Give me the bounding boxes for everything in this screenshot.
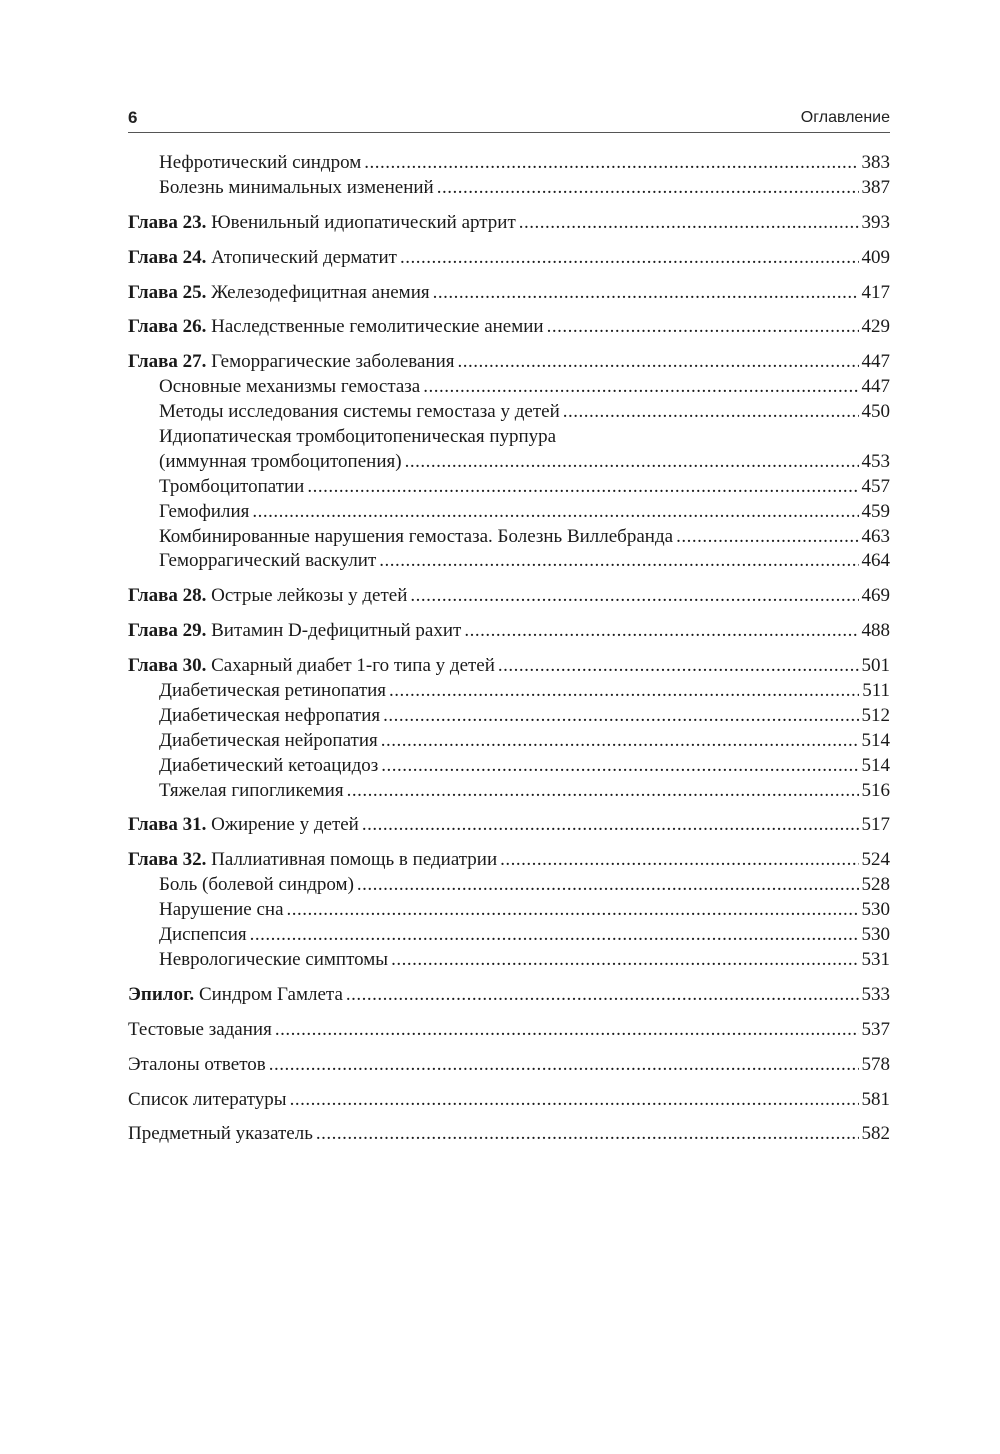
page-reference: 516: [861, 779, 890, 801]
dot-leader: [433, 281, 859, 306]
page-reference: 512: [861, 704, 890, 726]
dot-leader: [307, 475, 858, 500]
page-reference: 383: [861, 152, 890, 173]
page-reference: 409: [861, 246, 890, 268]
page-reference: 501: [861, 655, 890, 677]
table-of-contents: [128, 151, 890, 1157]
toc-group: [128, 619, 890, 644]
page-reference: 469: [861, 585, 890, 607]
page-reference: 514: [861, 754, 890, 776]
dot-leader: [400, 246, 859, 271]
page-reference: 578: [861, 1053, 890, 1075]
toc-entry-title: [128, 350, 455, 375]
toc-entry-text: Диабетическая нейропатия: [159, 729, 378, 751]
chapter-number-label: Глава 27.: [128, 351, 207, 373]
toc-entry-title: [159, 500, 249, 525]
dot-leader: [405, 450, 859, 475]
toc-entry-title: [159, 898, 284, 923]
toc-chapter-entry[interactable]: [128, 281, 890, 306]
toc-entry-text: Атопический дерматит: [211, 246, 397, 268]
toc-entry-title: [128, 1122, 313, 1147]
toc-entry-text: Тестовые задания: [128, 1018, 272, 1040]
dot-leader: [391, 948, 858, 973]
page-reference: 582: [861, 1123, 890, 1145]
toc-entry-title: [159, 176, 434, 201]
chapter-number-label: Глава 26.: [128, 316, 207, 338]
dot-leader: [519, 211, 859, 236]
toc-subentry[interactable]: [128, 375, 890, 400]
toc-entry-text: Острые лейкозы у детей: [211, 585, 408, 607]
toc-chapter-entry[interactable]: [128, 654, 890, 679]
toc-entry-title: [159, 923, 247, 948]
toc-entry-title: [159, 729, 378, 754]
toc-entry-text: Боль (болевой синдром): [159, 874, 354, 896]
toc-entry-title: [128, 584, 407, 609]
toc-entry-text: Геморрагические заболевания: [211, 351, 455, 373]
page-reference: 537: [861, 1018, 890, 1040]
dot-leader: [500, 848, 858, 873]
dot-leader: [498, 654, 859, 679]
toc-chapter-entry[interactable]: [128, 1088, 890, 1113]
toc-entry-text: Ожирение у детей: [211, 814, 359, 836]
toc-group: [128, 1018, 890, 1043]
toc-group: [128, 848, 890, 972]
toc-entry-text: Методы исследования системы гемостаза у детей: [159, 401, 560, 423]
toc-entry-title: [159, 475, 304, 500]
toc-subentry[interactable]: [128, 754, 890, 779]
page-reference: 511: [862, 680, 890, 702]
toc-entry-text: Болезнь минимальных изменений: [159, 176, 434, 198]
toc-entry-title: [159, 704, 380, 729]
toc-entry-text: Нефротический синдром: [159, 152, 362, 173]
toc-chapter-entry[interactable]: [128, 813, 890, 838]
toc-entry-text: Синдром Гамлета: [198, 983, 343, 1005]
toc-entry-title: [128, 315, 544, 340]
toc-subentry[interactable]: [128, 425, 890, 450]
toc-entry-title: [159, 754, 378, 779]
page-reference: 463: [861, 525, 890, 547]
page-reference: 524: [861, 849, 890, 871]
toc-entry-title: [159, 948, 388, 973]
dot-leader: [423, 375, 858, 400]
toc-chapter-entry[interactable]: [128, 848, 890, 873]
toc-chapter-entry[interactable]: [128, 1053, 890, 1078]
dot-leader: [563, 400, 859, 425]
toc-entry-text: Диабетическая ретинопатия: [159, 680, 387, 702]
toc-entry-text: Гемофилия: [159, 500, 250, 522]
toc-chapter-entry[interactable]: [128, 1122, 890, 1147]
dot-leader: [464, 619, 858, 644]
toc-entry-text: Диспепсия: [159, 924, 247, 946]
toc-entry-title: [159, 400, 560, 425]
page-reference: 457: [861, 475, 890, 497]
dot-leader: [383, 704, 858, 729]
toc-subentry[interactable]: [128, 704, 890, 729]
toc-subentry[interactable]: [128, 549, 890, 574]
toc-chapter-entry[interactable]: [128, 584, 890, 609]
page-number: 6: [128, 108, 138, 127]
toc-entry-text: Витамин D-дефицитный рахит: [211, 620, 462, 642]
page-reference: 514: [861, 729, 890, 751]
toc-chapter-entry[interactable]: [128, 983, 890, 1008]
toc-entry-title: [159, 779, 344, 804]
toc-subentry[interactable]: [128, 679, 890, 704]
toc-entry-title: [159, 425, 556, 450]
toc-entry-text: Ювенильный идиопатический артрит: [211, 211, 516, 233]
toc-entry-title: [159, 450, 402, 475]
toc-subentry[interactable]: [128, 948, 890, 973]
toc-chapter-entry[interactable]: [128, 350, 890, 375]
toc-subentry[interactable]: [128, 923, 890, 948]
page-reference: 429: [861, 316, 890, 338]
running-title: Оглавление: [800, 109, 890, 126]
toc-entry-text: Основные механизмы гемостаза: [159, 376, 421, 398]
dot-leader: [379, 549, 858, 574]
dot-leader: [275, 1018, 859, 1043]
toc-chapter-entry[interactable]: [128, 246, 890, 271]
page-reference: 581: [861, 1088, 890, 1110]
page-reference: 450: [861, 401, 890, 423]
toc-subentry[interactable]: [128, 500, 890, 525]
toc-entry-title: [128, 654, 495, 679]
dot-leader: [269, 1053, 859, 1078]
toc-subentry[interactable]: [128, 400, 890, 425]
page-reference: 464: [861, 550, 890, 572]
toc-entry-text: Паллиативная помощь в педиатрии: [211, 849, 498, 871]
toc-entry-text: Комбинированные нарушения гемостаза. Болезнь Виллебранда: [159, 525, 674, 547]
dot-leader: [290, 1088, 859, 1113]
toc-subentry[interactable]: [128, 176, 890, 201]
toc-entry-title: [128, 1053, 266, 1078]
page-reference: 488: [861, 620, 890, 642]
toc-entry-text: Эталоны ответов: [128, 1053, 266, 1075]
chapter-number-label: Глава 32.: [128, 849, 207, 871]
toc-entry-text: Неврологические симптомы: [159, 948, 389, 970]
toc-entry-title: [159, 525, 673, 550]
toc-group: [128, 211, 890, 236]
toc-entry-title: [159, 375, 420, 400]
toc-subentry[interactable]: [128, 525, 890, 550]
toc-subentry[interactable]: [128, 873, 890, 898]
toc-group: [128, 584, 890, 609]
toc-subentry[interactable]: [128, 450, 890, 475]
toc-entry-title: [128, 848, 497, 873]
dot-leader: [347, 779, 859, 804]
chapter-number-label: Глава 23.: [128, 211, 207, 233]
toc-group: [128, 813, 890, 838]
toc-entry-title: [128, 211, 516, 236]
toc-subentry[interactable]: [128, 475, 890, 500]
page-reference: 531: [861, 948, 890, 970]
page-reference: 453: [861, 450, 890, 472]
toc-entry-title: [128, 619, 461, 644]
dot-leader: [410, 584, 858, 609]
toc-entry-text: Сахарный диабет 1-го типа у детей: [211, 655, 495, 677]
dot-leader: [458, 350, 859, 375]
toc-group: [128, 350, 890, 574]
toc-entry-text: Тромбоцитопатии: [159, 475, 305, 497]
dot-leader: [362, 813, 859, 838]
toc-group: [128, 983, 890, 1008]
toc-chapter-entry[interactable]: [128, 211, 890, 236]
page-reference: 530: [861, 924, 890, 946]
toc-entry-title: [128, 983, 343, 1008]
chapter-number-label: Эпилог.: [128, 983, 195, 1005]
dot-leader: [676, 525, 858, 550]
toc-subentry[interactable]: [128, 779, 890, 804]
toc-entry-text: Наследственные гемолитические анемии: [211, 316, 544, 338]
dot-leader: [287, 898, 859, 923]
toc-entry-title: [128, 1018, 272, 1043]
dot-leader: [252, 500, 858, 525]
chapter-number-label: Глава 25.: [128, 281, 207, 303]
toc-group: [128, 1053, 890, 1078]
toc-entry-text: (иммунная тромбоцитопения): [159, 450, 402, 472]
toc-entry-title: [159, 679, 386, 704]
toc-entry-text: Диабетическая нефропатия: [159, 704, 381, 726]
toc-entry-text: Список литературы: [128, 1088, 287, 1110]
page-reference: 417: [861, 281, 890, 303]
page-reference: 447: [861, 351, 890, 373]
toc-chapter-entry[interactable]: [128, 619, 890, 644]
toc-subentry[interactable]: [128, 729, 890, 754]
toc-entry-text: Идиопатическая тромбоцитопеническая пурпура: [159, 426, 557, 448]
toc-subentry[interactable]: [128, 898, 890, 923]
toc-chapter-entry[interactable]: [128, 315, 890, 340]
page-reference: 393: [861, 211, 890, 233]
toc-entry-text: Нарушение сна: [159, 899, 284, 921]
dot-leader: [381, 754, 858, 779]
page-reference: 447: [861, 376, 890, 398]
toc-chapter-entry[interactable]: [128, 1018, 890, 1043]
page-reference: 517: [861, 814, 890, 836]
toc-group: [128, 1122, 890, 1147]
toc-group: [128, 654, 890, 803]
toc-subentry[interactable]: [128, 151, 890, 176]
page-reference: 530: [861, 899, 890, 921]
dot-leader: [316, 1122, 859, 1147]
dot-leader: [381, 729, 859, 754]
chapter-number-label: Глава 24.: [128, 246, 207, 268]
chapter-number-label: Глава 30.: [128, 655, 207, 677]
toc-entry-title: [128, 281, 430, 306]
toc-entry-title: [128, 1088, 287, 1113]
toc-group: [128, 246, 890, 271]
dot-leader: [547, 315, 859, 340]
toc-entry-text: Диабетический кетоацидоз: [159, 754, 379, 776]
dot-leader: [250, 923, 859, 948]
dot-leader: [389, 679, 859, 704]
toc-entry-title: [128, 813, 359, 838]
toc-entry-title: [159, 549, 376, 574]
chapter-number-label: Глава 29.: [128, 620, 207, 642]
toc-group: [128, 151, 890, 201]
page-reference: 528: [861, 874, 890, 896]
chapter-number-label: Глава 28.: [128, 585, 207, 607]
toc-group: [128, 281, 890, 306]
page-reference: 533: [861, 983, 890, 1005]
dot-leader: [437, 176, 859, 201]
toc-entry-title: [128, 246, 397, 271]
dot-leader: [357, 873, 859, 898]
toc-group: [128, 1088, 890, 1113]
toc-entry-text: Предметный указатель: [128, 1123, 313, 1145]
page-reference: 459: [861, 500, 890, 522]
page-header: [128, 108, 890, 133]
page-reference: 387: [861, 176, 890, 198]
toc-entry-text: Тяжелая гипогликемия: [159, 779, 344, 801]
toc-entry-title: [159, 873, 354, 898]
toc-entry-title: [159, 151, 361, 176]
dot-leader: [346, 983, 859, 1008]
toc-group: [128, 315, 890, 340]
toc-entry-text: Железодефицитная анемия: [211, 281, 430, 303]
chapter-number-label: Глава 31.: [128, 814, 207, 836]
dot-leader: [364, 151, 858, 176]
toc-entry-text: Геморрагический васкулит: [159, 550, 377, 572]
